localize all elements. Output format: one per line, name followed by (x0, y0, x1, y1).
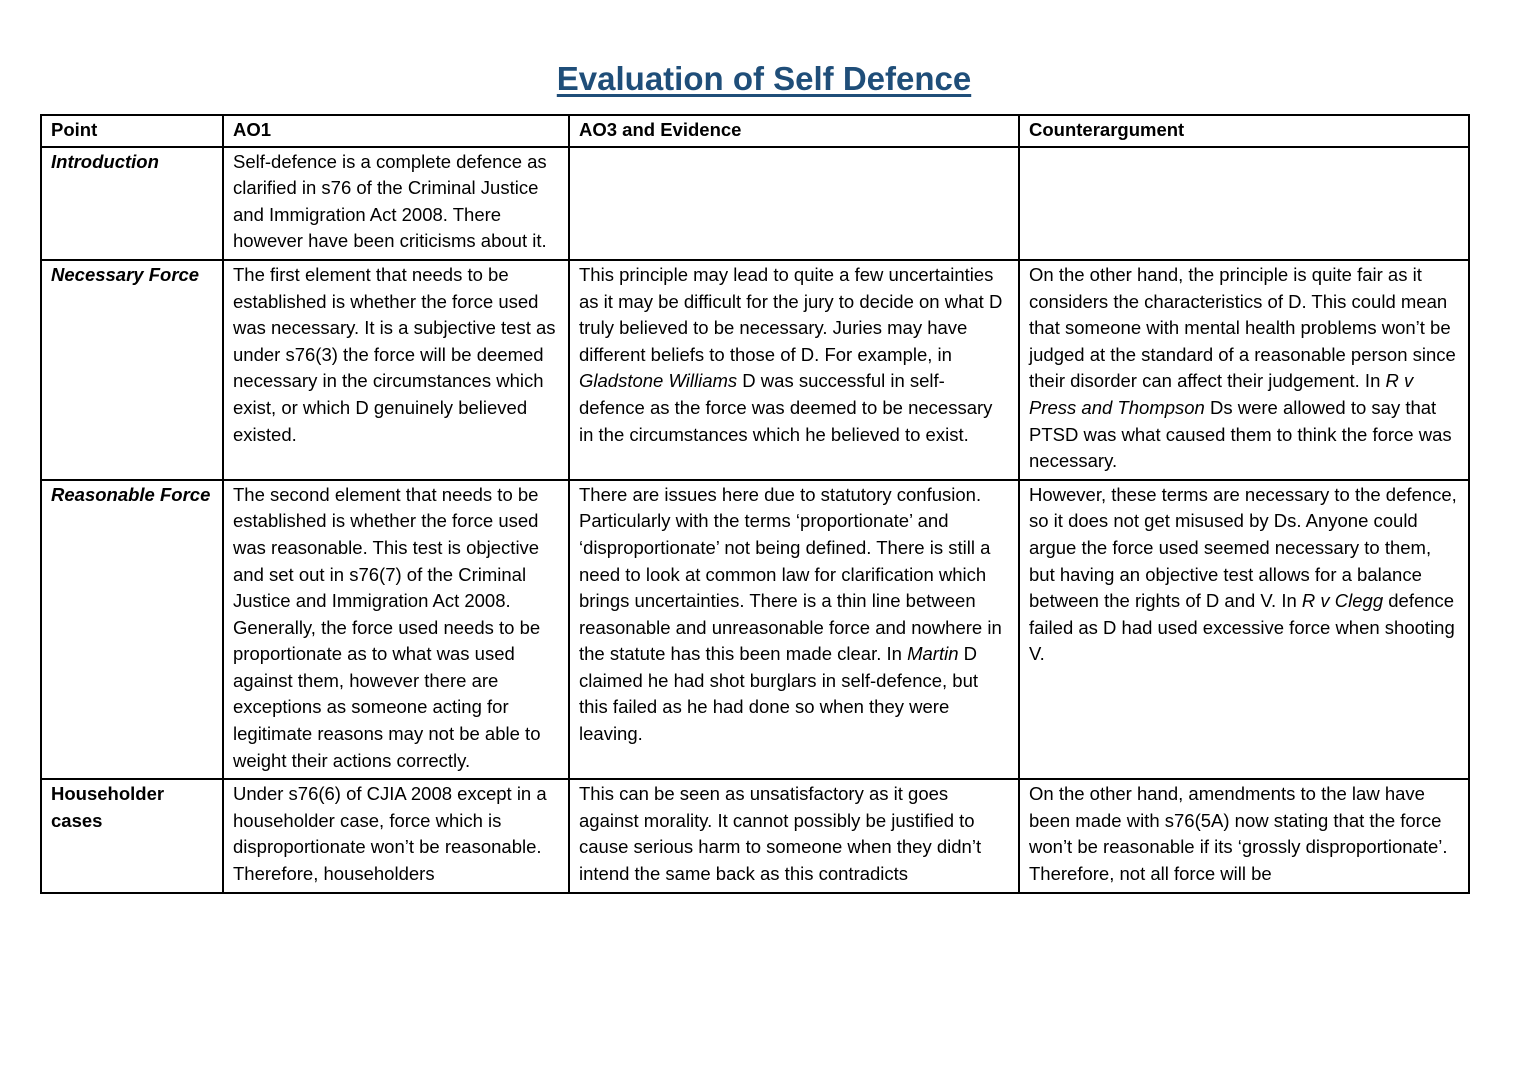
body-text: On the other hand, the principle is quite fair as it considers the characteristics of D. This could mean that someone with mental health problems won’t be judged at the standard of a reasonable person since their disorder can affect their judgement. In (1029, 263, 1456, 392)
table-header-row (41, 115, 1469, 147)
ao1-cell (223, 480, 569, 780)
body-text: The second element that needs to be established is whether the force used was reasonable. This test is objective and set out in s76(7) of the Criminal Justice and Immigration Act 2008. Generally, the force used needs to be proportionate as to what was used against them, however there are exceptions as someone acting for legitimate reasons may not be able to weight their actions correctly. (233, 483, 541, 771)
column-header-1: AO1 (223, 115, 569, 147)
body-text: D claimed he had shot burglars in self-defence, but this failed as he had done so when they were leaving. (579, 643, 979, 745)
document-title: Evaluation of Self Defence (556, 60, 972, 97)
point-cell: Necessary Force (41, 260, 223, 480)
ao1-cell (223, 147, 569, 260)
body-text: This can be seen as unsatisfactory as it goes against morality. It cannot possibly be justified to cause serious harm to someone when they didn’t intend the same back as this contradicts (579, 783, 982, 885)
table-row (41, 779, 1469, 892)
ao1-cell (223, 260, 569, 480)
body-text: defence failed as D had used excessive force when shooting V. (1029, 590, 1455, 665)
case-name-text: Martin (907, 643, 959, 665)
point-cell: Introduction (41, 147, 223, 260)
column-header-3: Counterargument (1019, 115, 1469, 147)
table-body (41, 147, 1469, 893)
body-text: Under s76(6) of CJIA 2008 except in a householder case, force which is disproportionate won’t be reasonable. Therefore, householders (233, 783, 547, 885)
table-row (41, 147, 1469, 260)
point-cell: Reasonable Force (41, 480, 223, 780)
body-text: However, these terms are necessary to the defence, so it does not get misused by Ds. Anyone could argue the force used seemed necessary to them, but having an objective test allows for a balance between the rights of D and V. In (1029, 483, 1457, 612)
ao1-cell (223, 779, 569, 892)
case-name-text: R v Clegg (1301, 590, 1384, 612)
ao3-evidence-cell (569, 779, 1019, 892)
body-text: Ds were allowed to say that PTSD was what caused them to think the force was necessary. (1029, 396, 1452, 472)
body-text: The first element that needs to be established is whether the force used was necessary. It is a subjective test as under s76(3) the force will be deemed necessary in the circumstances which exist, or which D genuinely believed existed. (233, 263, 556, 445)
body-text: There are issues here due to statutory confusion. Particularly with the terms ‘proportionate’ and ‘disproportionate’ not being defined. There is still a need to look at common law for clarification which brings uncertainties. There is a thin line between reasonable and unreasonable force and nowhere in the statute has this been made clear. In (579, 483, 1002, 665)
table-row (41, 480, 1469, 780)
case-name-text: R v Press and Thompson (1029, 370, 1414, 418)
evaluation-table (40, 114, 1470, 894)
case-name-text: Gladstone Williams (579, 370, 738, 392)
body-text: On the other hand, amendments to the law have been made with s76(5A) now stating that the force won’t be reasonable if its ‘grossly disproportionate’. Therefore, not all force will be (1029, 783, 1448, 885)
body-text: This principle may lead to quite a few uncertainties as it may be difficult for the jury to decide on what D truly believed to be necessary. Juries may have different beliefs to those of D. For example, in (579, 263, 1003, 365)
column-header-2: AO3 and Evidence (569, 115, 1019, 147)
point-cell: Householder cases (41, 779, 223, 892)
counterargument-cell (1019, 260, 1469, 480)
ao3-evidence-cell (569, 147, 1019, 260)
column-header-0: Point (41, 115, 223, 147)
body-text: D was successful in self-defence as the force was deemed to be necessary in the circumstances which he believed to exist. (579, 370, 993, 445)
counterargument-cell (1019, 480, 1469, 780)
table-row (41, 260, 1469, 480)
counterargument-cell (1019, 779, 1469, 892)
ao3-evidence-cell (569, 260, 1019, 480)
body-text: Self-defence is a complete defence as clarified in s76 of the Criminal Justice and Immigration Act 2008. There however have been criticisms about it. (233, 150, 547, 252)
ao3-evidence-cell (569, 480, 1019, 780)
counterargument-cell (1019, 147, 1469, 260)
